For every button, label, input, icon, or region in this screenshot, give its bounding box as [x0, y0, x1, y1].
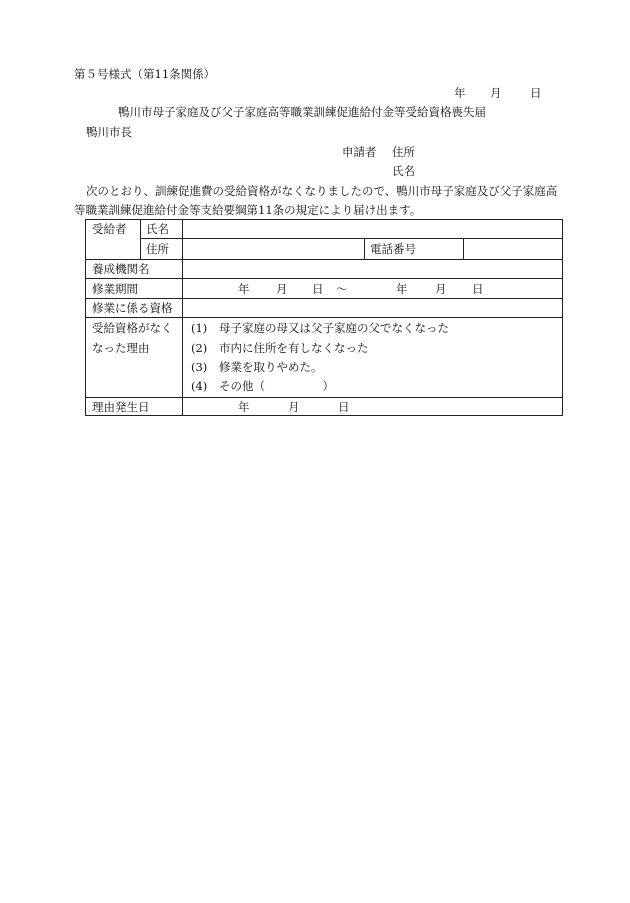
reason-option-1[interactable]: 母子家庭の母又は父子家庭の父でなくなった	[219, 321, 449, 335]
period-start-day: 日	[312, 282, 324, 296]
address-field[interactable]	[183, 239, 363, 258]
document-title: 鴨川市母子家庭及び父子家庭高等職業訓練促進給付金等受給資格喪失届	[118, 105, 486, 119]
phone-field[interactable]	[464, 239, 561, 258]
qualification-label: 修業に係る資格	[92, 301, 173, 315]
applicant-name-label: 氏名	[392, 164, 415, 178]
period-end-month: 月	[435, 282, 447, 296]
period-end-year: 年	[396, 282, 408, 296]
form-number: 第５号様式（第11条関係）	[74, 67, 216, 81]
study-period-label: 修業期間	[92, 282, 138, 296]
reason-option-2[interactable]: 市内に住所を有しなくなった	[219, 341, 369, 355]
loss-notification-table	[85, 219, 563, 416]
reason-option-3-number: (3)	[191, 360, 208, 374]
occurrence-date-label: 理由発生日	[92, 400, 150, 414]
applicant-address-label: 住所	[392, 145, 415, 159]
applicant-label: 申請者	[342, 145, 377, 159]
reason-option-4-number: (4)	[191, 379, 208, 393]
reason-option-2-number: (2)	[191, 341, 208, 355]
qualification-field[interactable]	[183, 299, 561, 316]
period-end-day: 日	[472, 282, 484, 296]
date-day-label: 日	[530, 86, 542, 100]
name-label: 氏名	[146, 222, 169, 236]
recipient-mayor: 鴨川市長	[86, 125, 132, 139]
reason-option-4[interactable]: その他（ ）	[219, 379, 334, 393]
period-start-month: 月	[276, 282, 288, 296]
occurrence-day: 日	[338, 400, 350, 414]
recipient-label: 受給者	[92, 222, 127, 236]
address-label: 住所	[146, 242, 169, 256]
reason-option-3[interactable]: 修業を取りやめた。	[219, 360, 323, 374]
date-year-label: 年	[454, 86, 466, 100]
period-tilde: ～	[336, 282, 348, 296]
institution-field[interactable]	[183, 260, 561, 277]
reason-label-line1: 受給資格がなく	[92, 321, 173, 335]
reason-option-1-number: (1)	[191, 321, 208, 335]
occurrence-month: 月	[288, 400, 300, 414]
reason-label-line2: なった理由	[92, 341, 150, 355]
period-start-year: 年	[238, 282, 250, 296]
name-field[interactable]	[183, 220, 561, 237]
declaration-text: 次のとおり、訓練促進費の受給資格がなくなりましたので、鴨川市母子家庭及び父子家庭高等職業訓練促進給付金等支給要綱第11条の規定により届け出ます。	[74, 184, 558, 217]
date-month-label: 月	[490, 86, 502, 100]
phone-label: 電話番号	[370, 242, 416, 256]
institution-label: 養成機関名	[92, 262, 150, 276]
occurrence-year: 年	[238, 400, 250, 414]
